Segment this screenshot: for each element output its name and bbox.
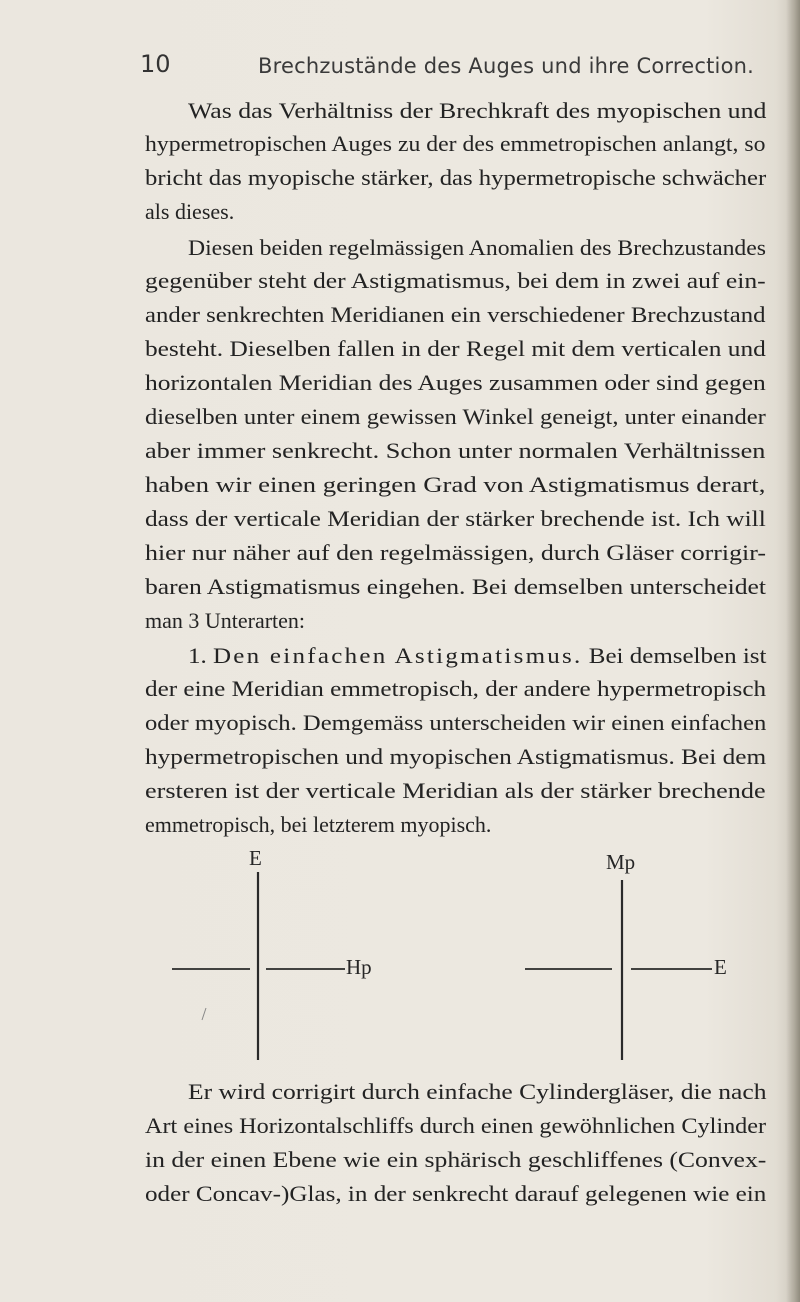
text-line: emmetropisch, bei letzterem myopisch.: [145, 812, 492, 837]
list-item-rest: Bei demselben ist: [582, 643, 767, 668]
text-line: baren Astigmatismus eingehen. Bei demselben unterscheidet: [145, 574, 766, 599]
label-left-horizontal: Hp: [346, 955, 372, 979]
text-line: haben wir einen geringen Grad von Astigmatismus derart,: [145, 472, 766, 497]
label-right-vertical: Mp: [606, 850, 636, 874]
text-line: hypermetropischen und myopischen Astigmatismus. Bei dem: [145, 744, 767, 769]
text-line: ander senkrechten Meridianen ein verschiedener Brechzustand: [145, 302, 766, 327]
text-line: hypermetropischen Auges zu der des emmetropischen anlangt, so: [145, 131, 766, 156]
text-line: oder myopisch. Demgemäss unterscheiden wir einen einfachen: [145, 710, 767, 735]
text-line: dass der verticale Meridian der stärker brechende ist. Ich will: [145, 506, 766, 531]
text-line: als dieses.: [145, 199, 235, 224]
page-number: 10: [140, 50, 171, 78]
text-line: gegenüber steht der Astigmatismus, bei dem in zwei auf ein-: [145, 268, 766, 293]
text-line: in der einen Ebene wie ein sphärisch geschliffenes (Convex-: [145, 1147, 767, 1172]
page-edge-shadow: [786, 0, 800, 1302]
text-line: der eine Meridian emmetropisch, der andere hypermetropisch: [145, 676, 767, 701]
text-line: Was das Verhältniss der Brechkraft des myopischen und: [188, 98, 767, 123]
label-left-vertical: E: [249, 846, 262, 870]
text-line: besteht. Dieselben fallen in der Regel mit dem verticalen und: [145, 336, 766, 361]
text-line: Art eines Horizontalschliffs durch einen gewöhnlichen Cylinder: [145, 1113, 767, 1138]
text-line: horizontalen Meridian des Auges zusammen oder sind gegen: [145, 370, 766, 395]
list-item-1-line: [188, 641, 766, 671]
text-line: Diesen beiden regelmässigen Anomalien des Brechzustandes: [188, 235, 767, 260]
list-item-number: 1.: [188, 643, 207, 668]
label-right-horizontal: E: [714, 955, 727, 979]
text-line: dieselben unter einem gewissen Winkel geneigt, unter einander: [145, 404, 766, 429]
text-line: Er wird corrigirt durch einfache Cylindergläser, die nach: [188, 1079, 767, 1104]
text-line: bricht das myopische stärker, das hypermetropische schwächer: [145, 165, 767, 190]
list-item-term: Den einfachen Astigmatismus.: [212, 643, 583, 668]
running-title: Brechzustände des Auges und ihre Correction.: [258, 54, 755, 78]
text-line: oder Concav-)Glas, in der senkrecht darauf gelegenen wie ein: [145, 1181, 767, 1206]
stray-mark: [202, 1008, 206, 1020]
text-line: man 3 Unterarten:: [145, 608, 306, 633]
text-line: ersteren ist der verticale Meridian als der stärker brechende: [145, 778, 766, 803]
text-line: hier nur näher auf den regelmässigen, durch Gläser corrigir-: [145, 540, 766, 565]
text-line: aber immer senkrecht. Schon unter normalen Verhältnissen: [145, 438, 766, 463]
